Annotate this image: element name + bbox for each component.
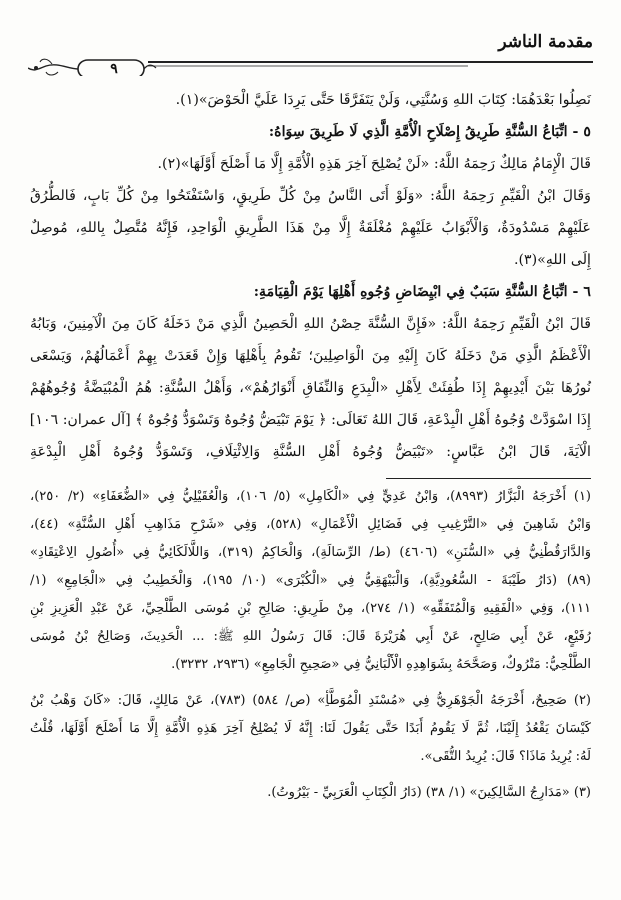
footnotes <box>30 483 591 807</box>
footnote-line: (١) أَخْرَجَهُ الْبَزَّارُ (٨٩٩٣)، وَابْنُ عَدِيٍّ فِي «الْكَامِلِ» (٥/ ١٠٦)، وَالْعُقَيْلِيُّ فِي «الضُّعَفَاءِ» (٢/ ٢٥٠)، <box>30 489 591 504</box>
footnote-line: (٨٩) (دَارُ طَيْبَةَ - السُّعُودِيَّةِ)، وَالْبَيْهَقِيُّ فِي «الْكُبْرَى» (١٠/ ١٩٥)، وَالْخَطِيبُ فِي «الْجَامِعِ» (١/ <box>30 573 591 588</box>
page-header <box>28 26 593 76</box>
text-line: الْأَعْظَمُ الَّذِي مَنْ دَخَلَهُ كَانَ إِلَيْهِ مِنَ الْوَاصِلِينَ؛ تَقُومُ بِأَهْلِهَا وَإِنْ قَعَدَتْ بِهِمْ أَعْمَالُهُمْ، وَيَسْعَى <box>30 348 591 364</box>
footnote-line: (٣) «مَدَارِجُ السَّالِكِينَ» (١/ ٣٨) (دَارُ الْكِتَابِ الْعَرَبِيِّ - بَيْرُوتُ). <box>267 785 591 800</box>
main-text <box>30 84 591 807</box>
body-paragraphs <box>30 84 591 468</box>
footnote-line: وَالدَّارَقُطْنِيُّ فِي «السُّنَنِ» (٤٦٠٦) (ط/ الرِّسَالَةِ)، وَالْحَاكِمُ (٣١٩)، وَاللَّالَكَائِيُّ فِي «أُصُولِ الِاعْتِقَادِ» <box>30 545 591 560</box>
text-line: قَالَ ابْنُ الْقَيِّمِ رَحِمَهُ اللَّهُ: «فَإِنَّ السُّنَّةَ حِصْنُ اللهِ الْحَصِينُ الَّذِي مَنْ دَخَلَهُ كَانَ مِنَ الْآمِنِينَ، وَبَابُهُ <box>30 316 591 332</box>
text-line: قَالَ الْإِمَامُ مَالِكٌ رَحِمَهُ اللَّهُ: «لَنْ يُصْلِحَ آخِرَ هَذِهِ الْأُمَّةِ إِلَّا مَا أَصْلَحَ أَوَّلَهَا»(٢). <box>157 156 591 172</box>
text-line: وَقَالَ ابْنُ الْقَيِّمِ رَحِمَهُ اللَّهُ: «وَلَوْ أَتَى النَّاسُ مِنْ كُلِّ طَرِيقٍ، وَاسْتَفْتَحُوا مِنْ كُلِّ بَابٍ، فَالطُّرُقُ <box>30 188 591 204</box>
text-line: الْآيَةَ، قَالَ ابْنُ عَبَّاسٍ: «تَبْيَضُّ وُجُوهُ أَهْلِ السُّنَّةِ وَالِائْتِلَافِ، وَتَسْوَدُّ وُجُوهُ أَهْلِ الْبِدْعَةِ <box>30 444 591 460</box>
running-title: مقدمة الناشر <box>498 32 593 52</box>
text-line: نَصِلُوا بَعْدَهُمَا: كِتَابَ اللهِ وَسُنَّتِي، وَلَنْ يَتَفَرَّقَا حَتَّى يَرِدَا عَلَيَّ الْحَوْضَ»(١). <box>175 92 591 108</box>
footnote-line: لَهُ: يُرِيدُ مَاذَا؟ قَالَ: يُرِيدُ التُّقَى». <box>420 749 591 764</box>
text-line: إِلَى اللهِ»(٣). <box>513 252 591 268</box>
footnote-line: كَيْسَانَ يَقْعُدُ إِلَيْنَا، ثُمَّ لَا يَقُومُ أَبَدًا حَتَّى يَقُولَ لَنَا: إِنَّهُ لَا يُصْلِحُ آخِرَ هَذِهِ الْأُمَّةِ إِلَّا مَا أَصْلَحَ أَوَّلَهَا، قُلْتُ <box>30 721 591 736</box>
footnote-line: (٢) صَحِيحٌ، أَخْرَجَهُ الْجَوْهَرِيُّ فِي «مُسْنَدِ الْمُوَطَّأِ» (ص/ ٥٨٤) (٧٨٣)، عَنْ مَالِكٍ، قَالَ: «كَانَ وَهْبُ بْنُ <box>30 693 591 708</box>
text-line: عَلَيْهِمْ مَسْدُودَةٌ، وَالْأَبْوَابُ عَلَيْهِمْ مُغْلَقَةٌ إِلَّا مِنْ هَذَا الطَّرِيقِ الْوَاحِدِ، فَإِنَّهُ مُتَّصِلٌ بِاللهِ، مُوصِلٌ <box>30 220 591 236</box>
footnote-line: الطَّلْحِيُّ: مَتْرُوكٌ، وَصَحَّحَهُ بِشَوَاهِدِهِ الْأَلْبَانِيُّ فِي «صَحِيحِ الْجَامِعِ» (٢٩٣٦، ٣٢٣٢). <box>171 657 591 672</box>
footnote-gap <box>30 679 591 687</box>
footnote-line: وَابْنُ شَاهِينَ فِي «التَّرْغِيبِ فِي فَضَائِلِ الْأَعْمَالِ» (٥٢٨)، وَفِي «شَرْحِ مَذَاهِبِ أَهْلِ السُّنَّةِ» (٤٤)، <box>30 517 591 532</box>
page-number: ٩ <box>110 61 118 77</box>
text-line: إِذَا اسْوَدَّتْ وُجُوهُ أَهْلِ الْبِدْعَةِ، قَالَ اللهُ تَعَالَى: ﴿ يَوْمَ تَبْيَضُّ وُجُوهٌ وَتَسْوَدُّ وُجُوهٌ ﴾ [آل عمران: ١٠٦] <box>29 412 591 428</box>
footnote-line: ١١١)، وَفِي «الْفَقِيهِ وَالْمُتَفَقِّهِ» (١/ ٢٧٤)، مِنْ طَرِيقِ: صَالِحِ بْنِ مُوسَى الطَّلْحِيِّ، عَنْ عَبْدِ الْعَزِيزِ بْنِ <box>30 601 591 616</box>
footnote-separator <box>386 478 591 479</box>
footnote-gap <box>30 771 591 779</box>
footnote-line: رُفَيْعٍ، عَنْ أَبِي صَالِحٍ، عَنْ أَبِي هُرَيْرَةَ قَالَ: قَالَ رَسُولُ اللهِ ﷺ: ... الْحَدِيثَ، وَصَالِحُ بْنُ مُوسَى <box>30 629 591 644</box>
text-line: نُورُهَا بَيْنَ أَيْدِيهِمْ إِذَا طُفِئَتْ لِأَهْلِ «الْبِدَعِ وَالنِّفَاقِ أَنْوَارُهُمْ»، وَأَهْلُ السُّنَّةِ: هُمُ الْمُبْيَضَّةُ وُجُوهُهُمْ <box>30 380 591 396</box>
section-heading: ٥ - اتِّبَاعُ السُّنَّةِ طَرِيقُ إِصْلَاحِ الْأُمَّةِ الَّذِي لَا طَرِيقَ سِوَاهُ: <box>268 124 591 140</box>
section-heading: ٦ - اتِّبَاعُ السُّنَّةِ سَبَبٌ فِي ابْيِضَاضِ وُجُوهِ أَهْلِهَا يَوْمَ الْقِيَامَةِ: <box>253 284 591 300</box>
